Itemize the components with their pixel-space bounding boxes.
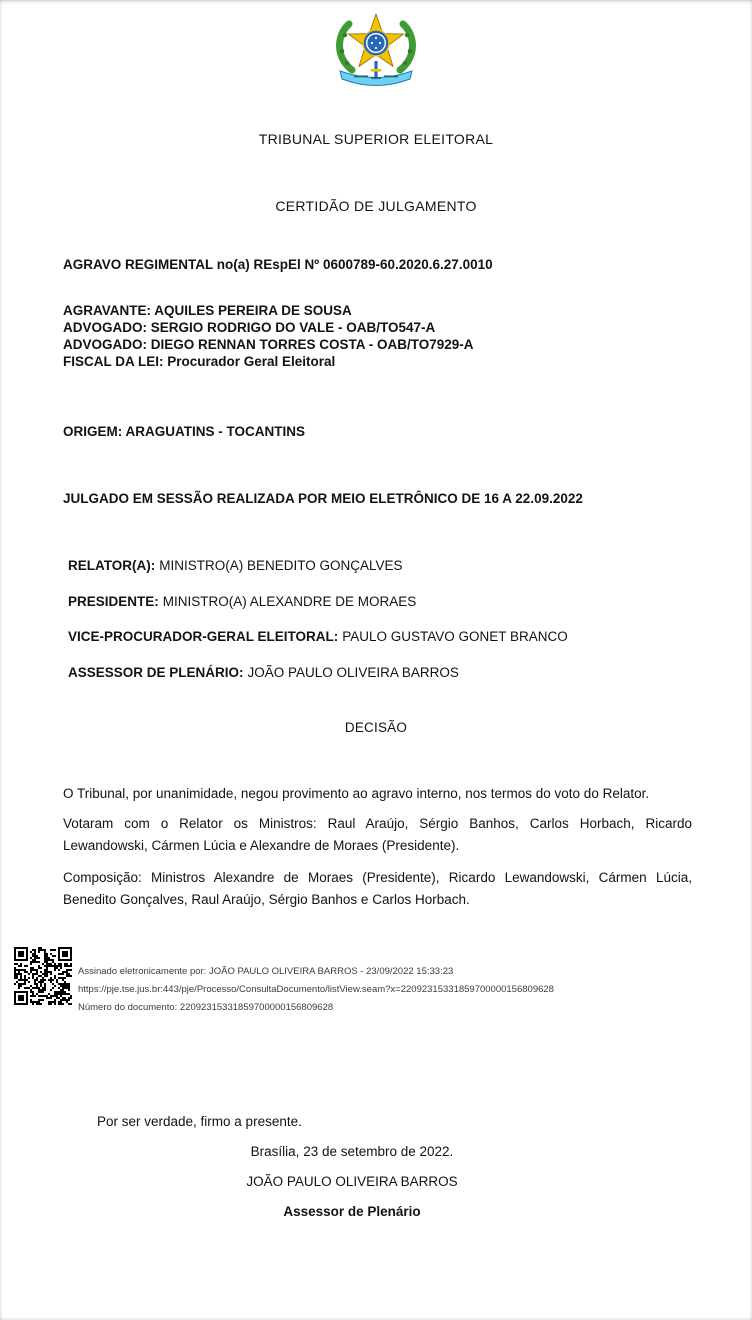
party-line-agravante: AGRAVANTE: AQUILES PEREIRA DE SOUSA [63, 303, 352, 318]
decision-paragraph-2: Votaram com o Relator os Ministros: Raul Araújo, Sérgio Banhos, Carlos Horbach, Ricardo Lewandowski, Cármen Lúcia e Alexandre de Moraes (Presidente). [63, 816, 692, 853]
vice-procurador-label: VICE-PROCURADOR-GERAL ELEITORAL: [68, 629, 339, 644]
assessor-label: ASSESSOR DE PLENÁRIO: [68, 664, 244, 680]
signed-by-line: Assinado eletronicamente por: JOÃO PAULO OLIVEIRA BARROS - 23/09/2022 15:33:23 [78, 966, 454, 977]
julgado-line: JULGADO EM SESSÃO REALIZADA POR MEIO ELETRÔNICO DE 16 A 22.09.2022 [63, 491, 583, 506]
relator-value: MINISTRO(A) BENEDITO GONÇALVES [159, 558, 403, 573]
assessor-line [68, 665, 568, 680]
parties-block [63, 302, 474, 370]
closing-statement: Por ser verdade, firmo a presente. [97, 1114, 302, 1129]
decision-title: DECISÃO [344, 720, 408, 735]
vice-procurador-value: PAULO GUSTAVO GONET BRANCO [342, 629, 568, 644]
origem-line: ORIGEM: ARAGUATINS - TOCANTINS [63, 424, 305, 439]
place-date-line: Brasília, 23 de setembro de 2022. [250, 1144, 454, 1159]
qr-code [14, 947, 72, 1005]
org-title: TRIBUNAL SUPERIOR ELEITORAL [258, 131, 494, 147]
relator-label: RELATOR(A): [68, 558, 156, 573]
officials-block [68, 558, 568, 700]
relator-line [68, 558, 568, 573]
party-line-fiscal: FISCAL DA LEI: Procurador Geral Eleitoral [63, 354, 336, 369]
presidente-line [68, 594, 568, 609]
presidente-label: PRESIDENTE: [68, 593, 159, 609]
electronic-signature-block [78, 963, 554, 1017]
brazil-coat-of-arms-icon [330, 7, 422, 91]
presidente-value: MINISTRO(A) ALEXANDRE DE MORAES [162, 593, 417, 609]
vice-procurador-line [68, 629, 568, 644]
assessor-value: JOÃO PAULO OLIVEIRA BARROS [247, 664, 459, 680]
signer-name: JOÃO PAULO OLIVEIRA BARROS [246, 1174, 458, 1189]
document-number-line: Número do documento: 22092315331859700000156809628 [78, 1002, 334, 1013]
signer-role: Assessor de Plenário [283, 1204, 421, 1219]
party-line-advogado-2: ADVOGADO: DIEGO RENNAN TORRES COSTA - OAB/TO7929-A [63, 337, 474, 352]
decision-paragraph-1: O Tribunal, por unanimidade, negou provimento ao agravo interno, nos termos do voto do Relator. [63, 786, 650, 801]
doc-title: CERTIDÃO DE JULGAMENTO [275, 198, 477, 214]
case-number-line: AGRAVO REGIMENTAL no(a) REspEl Nº 0600789-60.2020.6.27.0010 [63, 257, 493, 272]
decision-paragraph-3: Composição: Ministros Alexandre de Moraes (Presidente), Ricardo Lewandowski, Cármen Lúcia, Benedito Gonçalves, Raul Araújo, Sérgio Banhos e Carlos Horbach. [63, 870, 692, 907]
party-line-advogado-1: ADVOGADO: SERGIO RODRIGO DO VALE - OAB/TO547-A [63, 320, 436, 335]
verification-url: https://pje.tse.jus.br:443/pje/Processo/ConsultaDocumento/listView.seam?x=22092315331859700000156809628 [78, 984, 554, 995]
